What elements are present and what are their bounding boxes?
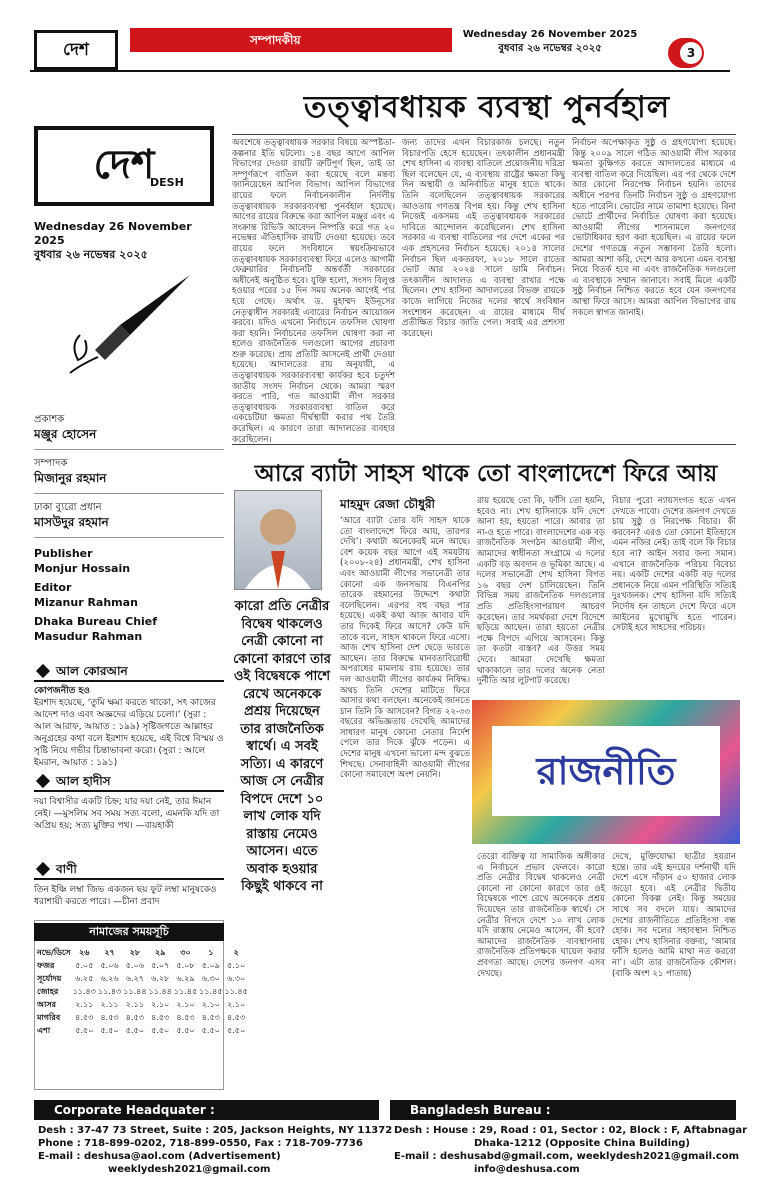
author-name: মাহমুদ রেজা চৌধুরী (340, 497, 435, 511)
prayer-cell: ৪.৫৩ (100, 1013, 119, 1022)
prayer-cell: ৬.৩০ (201, 974, 220, 983)
prayer-row (36, 946, 249, 959)
quote-box (34, 858, 224, 908)
header-date-en: Wednesday 26 November 2025 (462, 29, 638, 40)
prayer-cell: ১১.৪৫ (224, 987, 248, 996)
prayer-cell: ফজর (37, 961, 55, 970)
us-email: E-mail : deshusa@aol.com (Advertisement) (38, 1151, 281, 1162)
article-headline: আরে ব্যাটা সাহস থাকে তো বাংলাদেশে ফিরে আয় (254, 461, 718, 487)
prayer-cell: ৫.৫০ (151, 1026, 170, 1035)
footer-bd (390, 1100, 748, 1176)
editorial-headline: তত্ত্বাবধায়ক ব্যবস্থা পুনর্বহাল (303, 90, 671, 125)
prayer-cell: জোহর (37, 987, 59, 996)
bureau-bn: মাসউদুর রহমান (34, 515, 109, 529)
prayer-cell: ২.১১ (75, 1000, 94, 1009)
editor-bn: মিজানুর রহমান (34, 471, 107, 485)
prayer-cell: ৫.১০ (227, 961, 246, 970)
prayer-cell: ২৬ (79, 948, 90, 957)
article-col-2: রায় হয়েছে তো কি, ফাঁসি তো হয়নি, হবেও না। শেখ হাসিনাকে যদি দেশে আনা হয়, হয়তো পারে। আবার তা না-ও হতে পারে। বাংলাদেশের এক বড় রাজনৈতিক সংগঠন আওয়ামী লীগ, আমাদের স্বাধীনতা সংগ্রামে এ দলের একটি বড় অবদান ও ভূমিকা আছে। এ দলের সভানেত্রী শেখ হাসিনা বিগত ১৬ বছর দেশ চালিয়েছেন। তিনি বিভিন্ন সময় রাজনৈতিক দলগুলোর প্রতি প্রতিহিংসাপরায়ণ আচরণ করেছেন। তার সমর্থকরা দেশে বিদেশে ছড়িয়ে আছেন। তারা হয়তো নেত্রীর পক্ষে বিপদে এগিয়ে আসবেন। কিন্তু তা কতটা বাস্তব? এর উত্তর সময় দেবে। আমরা দেখেছি ক্ষমতা থাকাকালে তার দলের অনেক নেতা দুর্নীতি আর লুটপাট করেছে। (477, 496, 605, 687)
masthead-logo: দেশ (34, 126, 214, 206)
prayer-table (36, 946, 249, 1037)
prayer-cell: ২.১০ (151, 1000, 170, 1009)
masthead-logo-en: DESH (150, 176, 184, 189)
prayer-cell: ২৭ (104, 948, 115, 957)
prayer-cell: সূর্যোদয় (37, 974, 62, 983)
divider (232, 444, 736, 445)
sidebar-date (34, 220, 224, 262)
header-date (460, 28, 640, 56)
prayer-cell: ৫.০৯ (201, 961, 220, 970)
prayer-cell: ৪.৫৩ (151, 1013, 170, 1022)
prayer-row (36, 1024, 249, 1037)
quran-title: আল কোরআন (34, 660, 224, 682)
pull-quote: কারো প্রতি নেত্রীর বিদ্বেষ থাকলেও নেত্রী কোনো না কোনো কারণে তার ওই বিদ্বেষকে পাশে রেখে অনেককে প্রশ্রয় দিয়েছেন তার রাজনৈতিক স্বার্থে। এ সবই সত্যি। এ কারণে আজ সে নেত্রীর বিপদে দেশে ১০ লাখ লোক যদি রাস্তায় নেমেও আসেন। এতে অবাক হওয়ার কিছুই থাকবে না (233, 599, 331, 894)
prayer-cell: ৫.০৭ (151, 961, 170, 970)
bureau-en: Masudur Rahman (34, 630, 143, 643)
publisher-en: Monjur Hossain (34, 562, 131, 575)
quran-box (34, 660, 224, 769)
us-address: Desh : 37-47 73 Street, Suite : 205, Jackson Heights, NY 11372 (38, 1125, 393, 1136)
prayer-cell: ৬.৩০ (227, 974, 246, 983)
prayer-row (36, 998, 249, 1011)
publisher-en-label: Publisher (34, 547, 93, 560)
prayer-cell: ৫.০৬ (125, 961, 144, 970)
prayer-cell: ৬.২৮ (151, 974, 170, 983)
prayer-cell: ৩০ (180, 948, 191, 957)
prayer-row (36, 959, 249, 972)
prayer-cell: ১১.৪৫ (173, 987, 198, 996)
prayer-row (36, 972, 249, 985)
prayer-cell: এশা (37, 1026, 51, 1035)
prayer-cell: ১ (208, 948, 214, 957)
prayer-cell: ৫.৫০ (201, 1026, 220, 1035)
us-phone: Phone : 718-899-0202, 718-899-0550, Fax : 718-709-7736 (38, 1138, 363, 1149)
section-bar (130, 28, 452, 52)
sidebar-date-en: Wednesday 26 November 2025 (34, 220, 192, 247)
us-email-2: weeklydesh2021@gmail.com (108, 1164, 271, 1175)
quran-sub: কোপজনীত হও (34, 686, 90, 696)
page-number: 3 (680, 42, 702, 64)
staff-bn (34, 412, 224, 644)
prayer-cell: ২ (233, 948, 239, 957)
article-col-1: ‘আরে ব্যাটা তোর যদি সাহস থাকে তো বাংলাদেশে ফিরে আয়, তারপর দেখি’। কথাটা অনেকেরই মনে আছে। বেশ কয়েক বছর আগে এই সময়টায় (২০০৮-২৪) প্রধানমন্ত্রী, শেখ হাসিনা এবং আওয়ামী লীগের সভানেত্রী তার কোনো এক জনসভায় বিএনপির তারেক রহমানের উদ্দেশে কথাটা বলেছিলেন। এরপর বহু বছর পার হয়েছে। একই কথা আজ আবার যদি তার দিকেই ফিরে আসে? কেউ যদি তাকে বলে, সাহস থাকলে ফিরে এসো। আজ শেখ হাসিনা দেশ ছেড়ে ভারতে আছেন। তার বিরুদ্ধে মানবতাবিরোধী অপরাধের মামলায় রায় হয়েছে। তার দল আওয়ামী লীগের কার্যক্রম নিষিদ্ধ। অথচ তিনি দেশের মাটিতে ফিরে আসার কথা বলছেন। অনেকেই জানতে চান তিনি কি আসবেন? বিগত ২২-৩৩ বছরের অভিজ্ঞতায় দেখেছি আমাদের সাধারণ মানুষ কোনো নেতার নির্দেশ পেলে তার দিকে ঝুঁকে পড়েন। এ দেশের মানুষ এখনো ভালো মন্দ বুঝতে শিখছে। সেনাবাহিনী আওয়ামী লীগের কোনো সমাবেশে অংশ নেয়নি। (340, 516, 470, 781)
prayer-cell: ৬.২৯ (176, 974, 195, 983)
prayer-row (36, 1011, 249, 1024)
footer-us (34, 1100, 393, 1176)
prayer-cell: ১১.৪৩ (97, 987, 122, 996)
prayer-cell: ৫.০৮ (176, 961, 195, 970)
quote-title: বাণী (34, 858, 224, 880)
editor-en: Mizanur Rahman (34, 596, 138, 609)
quran-text: ইরশাদ হয়েছে, ‘তুমি ক্ষমা করতে থাকো, সৎ কাজের আদেশ দাও এবং অজ্ঞদের এড়িয়ে চলো।’ (সুরা : আল আরাফ, আয়াত : ১৯৯) সৃষ্টিজগতে আল্লাহর অনুগ্রহের কথা বলে ইরশাদ হয়েছে, এই বিশ্বে বিস্ময় ও সৃষ্টি নিয়ে গভীর চিন্তাভাবনা করো। (সুরা : আলে ইমরান, আয়াত : ১৯১) (34, 698, 224, 768)
prayer-cell: ৬.২৫ (75, 974, 94, 983)
prayer-cell: ৫.০৬ (100, 961, 119, 970)
prayer-cell: ৪.৫৩ (176, 1013, 195, 1022)
prayer-title: নামাজের সময়সূচি (34, 923, 224, 941)
prayer-cell: ৪.৫৩ (125, 1013, 144, 1022)
hadith-text: দয়া বিশ্বাসীর একটি চিহ্ন; যার দয়া নেই, তার ঈমান নেই। —মুসলিম সব সময় সত্য বলো, এমনকি যদি তা অপ্রিয় হয়; সত্য মুক্তির পথ। —বায়হাকী (34, 797, 220, 831)
bd-email-2: info@deshusa.com (474, 1164, 580, 1175)
prayer-cell: ৬.২৭ (125, 974, 144, 983)
publisher-bn-label: প্রকাশক (34, 414, 65, 425)
bd-address: Desh : House : 29, Road : 01, Sector : 02, Block : F, Aftabnagar (394, 1125, 748, 1136)
bureau-bn-label: ঢাকা ব্যুরো প্রধান (34, 502, 102, 513)
bd-title: Bangladesh Bureau : (390, 1100, 736, 1120)
prayer-cell: ২৯ (154, 948, 166, 957)
prayer-cell: ৪.৫৩ (227, 1013, 246, 1022)
person-icon (235, 491, 321, 589)
header-date-bn: বুধবার ২৬ নভেম্বর ২০২৫ (498, 43, 602, 54)
prayer-cell: ৪.৫৩ (75, 1013, 94, 1022)
prayer-cell: ৪.৫৩ (201, 1013, 220, 1022)
editor-bn-label: সম্পাদক (34, 458, 68, 469)
bureau-en-label: Dhaka Bureau Chief (34, 615, 158, 628)
masthead-logo-small: দেশ (34, 30, 118, 70)
prayer-row (36, 985, 249, 998)
prayer-cell: ৫.৫০ (75, 1026, 94, 1035)
fountain-pen-icon (60, 265, 210, 375)
bd-address-2: Dhaka-1212 (Opposite China Building) (474, 1138, 690, 1149)
editor-en-label: Editor (34, 581, 72, 594)
prayer-cell: ২.১০ (176, 1000, 195, 1009)
hadith-box (34, 770, 224, 832)
article-col-5: দেখে, মুক্তিযোদ্ধা ছাত্রীর হয়রান হন্তে। তার এই হৃদয়ের দর্শনার্থী যদি দেশে এসে দাঁড়ান ৫০ হাজার লোক জড়ো হবে। এই নেত্রীর দ্বিতীয় কোনো বিকল্প নেই। কিন্তু সময়ের সাথে সব বদলে যায়। আমাদের দেশের রাজনীতিতে প্রতিহিংসা বন্ধ হোক। সব দলের সহাবস্থান নিশ্চিত হোক। শেখ হাসিনার বক্তব্য, ‘আমার ফাঁসি হলেও আমি মাথা নত করবো না’। এটা তার রাজনৈতিক কৌশল। (বাকি অংশ ২১ পাতায়) (612, 852, 736, 979)
editorial-col-2: জন্য তাদের এখন বিচারকাজ চলছে। নতুন বিচারপতি হেসে হয়েছেন। তৎকালীন প্রধানমন্ত্রী শেখ হাসিনা এ ব্যবস্থা বাতিলে প্রয়োজনীয় দরিদ্রা ছিল বলেছেন যে, এ ব্যবস্থায় রাষ্ট্রের ক্ষমতা কিছু দিন অস্থায়ী ও অনির্বাচিত মানুষ হাতে থাকে। তিনি বলেছিলেন তত্ত্বাবধায়ক সরকারের আওতায় গণতন্ত্র বিপন্ন হয়। কিন্তু শেখ হাসিনা নিজেই একসময় এই তত্ত্বাবধায়ক সরকারের দাবিতে আন্দোলন করেছিলেন। শেখ হাসিনা সরকার এ ব্যবস্থা বাতিলের পর দেশে একের পর এক প্রহসনের নির্বাচন হয়েছে। ২০১৪ সালের নির্বাচন ছিল একতরফা, ২০১৮ সালে রাতের ভোট আর ২০২৪ সালে ডামি নির্বাচন। তৎকালীন আদালত এ ব্যবস্থা রাখার পক্ষে ছিলেন। শেখ হাসিনা আদালতের বিভক্ত রায়কে কাজে লাগিয়ে নিজের দলের স্বার্থে সংবিধান সংশোধন করেছেন। এ রায়ের মাধ্যমে দীর্ঘ প্রতীক্ষিত বিচার জাতি পেল। সবাই এর প্রশংসা করেছেন। (402, 138, 565, 339)
prayer-cell: ১১.৪৫ (199, 987, 223, 996)
article-col-4: তেরো ব্যক্তিত্ব যা সামাজিক অঙ্গীকার এ নির্বাচনে প্রভাব ফেলবে। কারো প্রতি নেত্রীর বিদ্বেষ থাকলেও নেত্রী কোনো না কোনো কারণে তার ওই বিদ্বেষকে পাশে রেখে অনেককে প্রশ্রয় দিয়েছেন তার রাজনৈতিক স্বার্থে। সে নেত্রীর বিপদে দেশে ১০ লাখ লোক যদি রাস্তায় নেমেও আসেন, কী হবে? আমাদের রাজনৈতিক ব্যবস্থাপনায় রাজনৈতিক প্রতিপক্ষকে ঘায়েল করার প্রবণতা আছে। দেশের জনগণ এসব দেখছে। (477, 852, 605, 979)
author-photo (234, 490, 322, 590)
prayer-cell: ২.১১ (100, 1000, 119, 1009)
prayer-cell: ৫.৫০ (125, 1026, 144, 1035)
prayer-cell: ২.১১ (125, 1000, 144, 1009)
editorial-col-3: নির্বাচন অপেক্ষাকৃত সুষ্ঠু ও গ্রহণযোগ্য হয়েছে। কিন্তু ২০০৯ সালে গঠিত আওয়ামী লীগ সরকার ক্ষমতা কুক্ষিগত করতে আদালতের মাধ্যমে এ ব্যবস্থা বাতিল করে দিয়েছিল। এর পর থেকে দেশে আর কোনো নিরপেক্ষ নির্বাচন হয়নি। তাদের অধীনে পরপর তিনটি নির্বাচন সুষ্ঠু ও গ্রহণযোগ্য হতে পারেনি। ভোটের নামে তামাশা হয়েছে। বিনা ভোটে প্রার্থীদের নির্বাচিত ঘোষণা করা হয়েছে। আওয়ামী লীগের শাসনামলে জনগণের ভোটাধিকার হরণ করা হয়েছিল। এ রায়ের ফলে দেশের গণতন্ত্রে নতুন সম্ভাবনা তৈরি হলো। আমরা আশা করি, দেশে আর কখনো এমন ব্যবস্থা নিয়ে বিতর্ক হবে না এবং রাজনৈতিক দলগুলো এ ব্যবস্থাকে সম্মান জানাবে। সবাই মিলে একটি সুষ্ঠু নির্বাচন নিশ্চিত করতে হবে যেন জনগণের আস্থা ফিরে আসে। আমরা আপিল বিভাগের রায় সকলে স্বাগত জানাই। (572, 138, 736, 318)
publisher-bn: মঞ্জুর হোসেন (34, 427, 97, 441)
prayer-cell: ২.১০ (201, 1000, 220, 1009)
hadith-title: আল হাদীস (34, 770, 224, 792)
politics-label: রাজনীতি (492, 726, 720, 816)
prayer-cell: ২.১০ (227, 1000, 246, 1009)
prayer-cell: নভে/ডিসে (37, 948, 71, 957)
prayer-cell: ১১.৪৪ (148, 987, 172, 996)
prayer-cell: ৬.২৬ (100, 974, 119, 983)
prayer-cell: ২৮ (129, 948, 141, 957)
divider (232, 134, 736, 135)
prayer-cell: ৫.৫০ (227, 1026, 246, 1035)
editorial-col-1: অবশেষে তত্ত্বাবধায়ক সরকার বিষয়ে অস্পষ্টতা-কল্পনার ইতি ঘটলো। ১৪ বছর আগে আপিল বিভাগের দেওয়া রায়টি ত্রুটিপূর্ণ ছিল, তাই তা সম্পূর্ণরূপে বাতিল করা হয়েছে বলে মন্তব্য জানিয়েছেন আপিল বিভাগ। আপিল বিভাগের রায়ের ফলে নির্বাচনকালীন নির্দলীয় তত্ত্বাবধায়ক সরকারব্যবস্থা পুনর্বহাল হয়েছে। আগের রায়ের বিরুদ্ধে করা আপিল মঞ্জুর এবং এ সংক্রান্ত রিভিউ আবেদন নিষ্পত্তি করে গত ২০ নভেম্বর ঐতিহাসিক রায়টি দেওয়া হয়েছে। তবে রায়ের ফলে সংবিধানে স্বয়ংক্রিয়ভাবে তত্ত্বাবধায়ক সরকারব্যবস্থা ফিরে এলেও আগামী ফেব্রুয়ারির নির্বাচনটি অন্তর্বর্তী সরকারের অধীনেই অনুষ্ঠিত হবে। যুক্তি হলো, সংসদ বিলুপ্ত হওয়ার পরের ১৫ দিন সময় অনেক আগেই পার হয়ে গেছে। অর্থাৎ ড. মুহাম্মদ ইউনূসের নেতৃত্বাধীন সরকারই এবারের নির্বাচন আয়োজন করবে। যদিও এখনো নির্বাচনে তফসিল ঘোষণা করা হয়নি। নির্বাচনের তফসিল ঘোষণা করা না হলেও রাজনৈতিক দলগুলো আগের প্রচারণা শুরু করেছে। প্রায় প্রতিটি আসনেই প্রার্থী দেওয়া হয়েছে। আদালতের রায় অনুযায়ী, এ তত্ত্বাবধায়ক সরকারব্যবস্থা কার্যকর হবে চতুর্দশ জাতীয় সংসদ নির্বাচন থেকে। আমরা স্মরণ করতে পারি, গত আওয়ামী লীগ সরকার তত্ত্বাবধায়ক সরকারব্যবস্থা বাতিল করে একচেটিয়া ক্ষমতা দীর্ঘস্থায়ী করার পথ তৈরি করেছিল। এ কারণে তারা আদালতের ব্যবহার করেছিলেন। (232, 138, 395, 445)
sidebar-date-bn: বুধবার ২৬ নভেম্বর ২০২৫ (34, 248, 148, 261)
prayer-cell: আসর (37, 1000, 57, 1009)
prayer-cell: ১১.৪৩ (72, 987, 96, 996)
article-col-3: বিচার পুরো ন্যায়সংগত হতে এখন দেখতে পাবো। দেশের জনগণ দেখতে চায় সুষ্ঠু ও নিরপেক্ষ বিচার। কী করবেন? এরও তো কোনো ইতিহাসে এমন নজির নেই। তাই বলে কি বিচার হবে না? আইন সবার জন্য সমান। এখানে রাজনৈতিক পরিচয় বিবেচ্য নয়। একটি দেশের একটি বড় দলের প্রধানকে নিয়ে এমন পরিস্থিতি সত্যিই দুঃখজনক। শেখ হাসিনা যদি সত্যিই নির্দোষ হন তাহলে দেশে ফিরে এসে আইনের মুখোমুখি হতে পারেন। সেটাই হবে সাহসের পরিচয়। (612, 496, 736, 634)
prayer-cell: ৫.৫০ (100, 1026, 119, 1035)
prayer-cell: ৫.৫০ (176, 1026, 195, 1035)
quote-text: তিন ইঞ্চি লম্বা জিভ একজন ছয় ফুট লম্বা মানুষকেও ধরাশায়ী করতে পারে। —চীনা প্রবাদ (34, 885, 217, 907)
prayer-cell: ১১.৪৪ (123, 987, 147, 996)
bd-email: E-mail : deshusabd@gmail.com, weeklydesh2021@gmail.com (394, 1151, 740, 1162)
prayer-cell: ৫.০৫ (75, 961, 94, 970)
us-title: Corporate Headquater : (34, 1100, 379, 1120)
section-title: সম্পাদকীয় (250, 33, 301, 47)
prayer-cell: মাগরিব (37, 1013, 61, 1022)
